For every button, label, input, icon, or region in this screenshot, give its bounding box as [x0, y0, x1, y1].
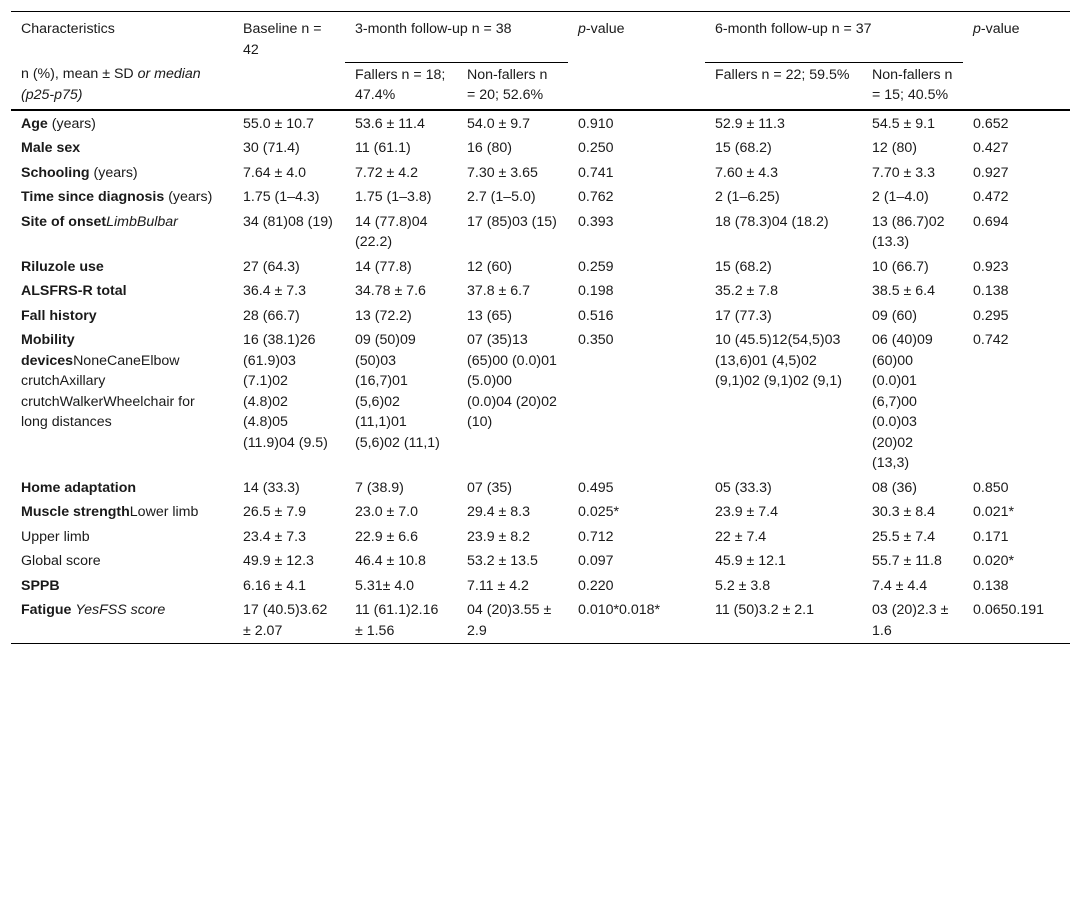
- header-row-1: [11, 12, 1070, 63]
- header-fallers-6: Fallers n = 22; 59.5%: [705, 62, 862, 110]
- cell-nonfallers-3: 23.9 ± 8.2: [467, 528, 531, 545]
- header-units-note: n (%), mean ± SD or median (p25-p75): [11, 62, 233, 110]
- cell-pvalue-6: 0.0650.191: [963, 598, 1070, 644]
- row-characteristic: [11, 476, 233, 501]
- cell-baseline: 16 (38.1)26 (61.9)03 (7.1)02 (4.8)02 (4.8)05 (11.9)04 (9.5): [243, 332, 328, 451]
- header-fallers-3: Fallers n = 18; 47.4%: [345, 62, 457, 110]
- cell-nonfallers-3: 54.0 ± 9.7: [467, 115, 531, 132]
- cell-fallers-3: 7.72 ± 4.2: [355, 164, 419, 181]
- cell-baseline: 23.4 ± 7.3: [243, 528, 307, 545]
- cell-fallers-3: 14 (77.8)04 (22.2): [355, 213, 428, 250]
- cell-nonfallers-3: 07 (35): [467, 479, 512, 496]
- cell-pvalue-3: 0.350: [578, 332, 614, 348]
- row-characteristic: [11, 500, 233, 525]
- header-pvalue-3: p-value: [568, 12, 705, 63]
- cell-fallers-3: 14 (77.8): [355, 258, 412, 275]
- cell-pvalue-6: 0.427: [973, 140, 1009, 156]
- header-followup-6: 6-month follow-up n = 37: [705, 12, 963, 63]
- cell-pvalue-6: 0.694: [973, 213, 1009, 230]
- table-body: [11, 110, 1070, 644]
- header-empty-p6: [963, 62, 1070, 110]
- cell-nonfallers-3: 2.7 (1–5.0): [467, 189, 536, 205]
- row-characteristic: [11, 525, 233, 550]
- table-row: [11, 279, 1070, 304]
- cell-pvalue-3: 0.220: [578, 577, 614, 594]
- row-characteristic-bold: Schooling: [21, 164, 90, 181]
- cell-fallers-6: 17 (77.3): [715, 307, 772, 324]
- cell-pvalue-6: 0.742: [973, 332, 1009, 348]
- row-characteristic-bold: Time since diagnosis: [21, 189, 165, 205]
- cell-nonfallers-3: 29.4 ± 8.3: [467, 504, 531, 520]
- row-characteristic-bold: SPPB: [21, 577, 60, 594]
- cell-fallers-6: 11 (50)3.2 ± 2.1: [705, 598, 862, 644]
- row-characteristic-text: NoneCaneElbow crutchAxillary crutchWalkerWheelchair for long distances: [21, 352, 195, 430]
- row-characteristic-bold: Site of onset: [21, 213, 107, 230]
- cell-baseline: 34 (81)08 (19): [243, 213, 333, 230]
- cell-fallers-3: 7 (38.9): [355, 479, 404, 496]
- header-pvalue-6: p-value: [963, 12, 1070, 63]
- cell-pvalue-3: 0.025*: [578, 504, 620, 520]
- characteristics-table: [11, 11, 1070, 644]
- cell-fallers-3: 11 (61.1): [355, 140, 411, 156]
- row-characteristic-bold: Home adaptation: [21, 479, 137, 496]
- header-row-2: [11, 62, 1070, 110]
- cell-baseline: 7.64 ± 4.0: [243, 164, 307, 181]
- header-nonfallers-6: Non-fallers n = 15; 40.5%: [862, 62, 963, 110]
- table-row: [11, 185, 1070, 210]
- table-row: [11, 110, 1070, 137]
- row-characteristic-italic: YesFSS score: [75, 602, 166, 618]
- cell-fallers-3: 53.6 ± 11.4: [355, 115, 425, 132]
- row-characteristic-bold: Male sex: [21, 140, 81, 156]
- cell-pvalue-3: 0.762: [578, 189, 614, 205]
- cell-pvalue-6: 0.020*: [973, 553, 1015, 569]
- cell-nonfallers-3: 04 (20)3.55 ± 2.9: [457, 598, 568, 644]
- row-characteristic: [11, 279, 233, 304]
- cell-fallers-3: 23.0 ± 7.0: [355, 504, 419, 520]
- cell-nonfallers-6: 30.3 ± 8.4: [872, 504, 936, 520]
- cell-fallers-6: 52.9 ± 11.3: [715, 115, 785, 132]
- cell-pvalue-3: 0.010*0.018*: [568, 598, 705, 644]
- cell-fallers-6: 22 ± 7.4: [715, 528, 767, 545]
- cell-nonfallers-3: 13 (65): [467, 307, 512, 324]
- cell-baseline: 30 (71.4): [243, 140, 300, 156]
- cell-fallers-6: 23.9 ± 7.4: [715, 504, 779, 520]
- cell-pvalue-6: 0.171: [973, 528, 1009, 545]
- cell-nonfallers-3: 7.30 ± 3.65: [467, 164, 538, 181]
- cell-baseline: 55.0 ± 10.7: [243, 115, 314, 132]
- cell-pvalue-3: 0.712: [578, 528, 614, 545]
- cell-pvalue-3: 0.910: [578, 115, 614, 132]
- cell-nonfallers-6: 2 (1–4.0): [872, 189, 929, 205]
- table-row: [11, 574, 1070, 599]
- cell-pvalue-3: 0.259: [578, 258, 614, 275]
- cell-nonfallers-6: 08 (36): [872, 479, 917, 496]
- cell-pvalue-6: 0.923: [973, 258, 1009, 275]
- cell-baseline: 1.75 (1–4.3): [243, 189, 320, 205]
- cell-fallers-6: 15 (68.2): [715, 140, 772, 156]
- table-row: [11, 304, 1070, 329]
- cell-nonfallers-6: 13 (86.7)02 (13.3): [872, 213, 945, 250]
- cell-nonfallers-6: 7.4 ± 4.4: [872, 577, 928, 594]
- cell-nonfallers-3: 37.8 ± 6.7: [467, 283, 531, 299]
- row-characteristic-bold: Age: [21, 115, 48, 132]
- cell-pvalue-6: 0.138: [973, 577, 1009, 594]
- cell-fallers-6: 7.60 ± 4.3: [715, 164, 779, 181]
- cell-fallers-6: 10 (45.5)12(54,5)03 (13,6)01 (4,5)02 (9,1)02 (9,1)02 (9,1): [715, 332, 842, 389]
- row-characteristic-text: Global score: [21, 553, 101, 569]
- table-row: [11, 525, 1070, 550]
- row-characteristic-bold: Mobility devices: [21, 332, 75, 369]
- header-characteristics: Characteristics: [11, 12, 233, 63]
- row-characteristic: [11, 328, 233, 476]
- cell-nonfallers-6: 54.5 ± 9.1: [872, 115, 936, 132]
- cell-nonfallers-6: 06 (40)09 (60)00 (0.0)01 (6,7)00 (0.0)03 (20)02 (13,3): [872, 332, 933, 471]
- cell-nonfallers-6: 38.5 ± 6.4: [872, 283, 936, 299]
- table-row: [11, 255, 1070, 280]
- cell-fallers-3: 22.9 ± 6.6: [355, 528, 419, 545]
- header-empty-p3: [568, 62, 705, 110]
- characteristics-table-container: [11, 11, 1070, 644]
- cell-pvalue-3: 0.393: [578, 213, 614, 230]
- cell-pvalue-6: 0.021*: [973, 504, 1015, 520]
- row-characteristic-bold: ALSFRS-R total: [21, 283, 127, 299]
- cell-nonfallers-6: 09 (60): [872, 307, 917, 324]
- row-characteristic-bold: Riluzole use: [21, 258, 104, 275]
- cell-fallers-3: 46.4 ± 10.8: [355, 553, 426, 569]
- cell-baseline: 27 (64.3): [243, 258, 300, 275]
- row-characteristic-bold: Fall history: [21, 307, 97, 324]
- table-row: [11, 210, 1070, 255]
- row-characteristic-bold: Muscle strength: [21, 504, 130, 520]
- cell-fallers-3: 5.31± 4.0: [355, 577, 415, 594]
- row-characteristic-text: Upper limb: [21, 528, 90, 545]
- cell-pvalue-6: 0.138: [973, 283, 1009, 299]
- cell-pvalue-6: 0.472: [973, 189, 1009, 205]
- cell-nonfallers-6: 25.5 ± 7.4: [872, 528, 936, 545]
- cell-pvalue-6: 0.295: [973, 307, 1009, 324]
- table-header: [11, 12, 1070, 110]
- cell-baseline: 49.9 ± 12.3: [243, 553, 314, 569]
- cell-nonfallers-6: 10 (66.7): [872, 258, 929, 275]
- row-characteristic: [11, 185, 233, 210]
- row-characteristic: [11, 304, 233, 329]
- cell-nonfallers-3: 12 (60): [467, 258, 512, 275]
- cell-nonfallers-6: 12 (80): [872, 140, 917, 156]
- cell-fallers-3: 34.78 ± 7.6: [355, 283, 426, 299]
- row-characteristic-text: (years): [47, 115, 96, 132]
- row-characteristic: [11, 549, 233, 574]
- cell-pvalue-3: 0.198: [578, 283, 614, 299]
- row-characteristic: [11, 255, 233, 280]
- table-row: [11, 161, 1070, 186]
- row-characteristic-bold: Fatigue: [21, 602, 72, 618]
- cell-nonfallers-3: 53.2 ± 13.5: [467, 553, 538, 569]
- header-nonfallers-3: Non-fallers n = 20; 52.6%: [457, 62, 568, 110]
- cell-pvalue-6: 0.652: [973, 115, 1009, 132]
- row-characteristic-italic: LimbBulbar: [106, 213, 178, 230]
- header-followup-3: 3-month follow-up n = 38: [345, 12, 568, 63]
- cell-pvalue-3: 0.250: [578, 140, 614, 156]
- cell-fallers-6: 45.9 ± 12.1: [715, 553, 786, 569]
- table-row: [11, 598, 1070, 644]
- table-row: [11, 136, 1070, 161]
- cell-nonfallers-6: 7.70 ± 3.3: [872, 164, 936, 181]
- cell-pvalue-6: 0.850: [973, 479, 1009, 496]
- table-row: [11, 328, 1070, 476]
- cell-pvalue-6: 0.927: [973, 164, 1009, 181]
- cell-pvalue-3: 0.741: [578, 164, 614, 181]
- row-characteristic: [11, 161, 233, 186]
- cell-nonfallers-6: 55.7 ± 11.8: [872, 553, 942, 569]
- cell-baseline: 26.5 ± 7.9: [243, 504, 307, 520]
- cell-nonfallers-3: 07 (35)13 (65)00 (0.0)01 (5.0)00 (0.0)04 (20)02 (10): [467, 332, 557, 430]
- cell-fallers-6: 5.2 ± 3.8: [715, 577, 771, 594]
- row-characteristic-text: (years): [164, 189, 213, 205]
- row-characteristic: [11, 136, 233, 161]
- cell-nonfallers-3: 7.11 ± 4.2: [467, 577, 529, 594]
- row-characteristic-text: Lower limb: [129, 504, 199, 520]
- cell-fallers-3: 09 (50)09 (50)03 (16,7)01 (5,6)02 (11,1)01 (5,6)02 (11,1): [355, 332, 440, 451]
- cell-nonfallers-3: 17 (85)03 (15): [467, 213, 557, 230]
- header-empty-baseline: [233, 62, 345, 110]
- cell-pvalue-3: 0.516: [578, 307, 614, 324]
- row-characteristic: [11, 598, 233, 644]
- cell-baseline: 14 (33.3): [243, 479, 300, 496]
- cell-baseline: 36.4 ± 7.3: [243, 283, 307, 299]
- cell-fallers-6: 35.2 ± 7.8: [715, 283, 779, 299]
- row-characteristic: [11, 110, 233, 137]
- cell-fallers-6: 18 (78.3)04 (18.2): [715, 213, 829, 230]
- cell-baseline: 6.16 ± 4.1: [243, 577, 307, 594]
- cell-baseline: 28 (66.7): [243, 307, 300, 324]
- cell-fallers-6: 05 (33.3): [715, 479, 772, 496]
- cell-fallers-3: 11 (61.1)2.16 ± 1.56: [345, 598, 457, 644]
- cell-nonfallers-3: 16 (80): [467, 140, 512, 156]
- row-characteristic: [11, 574, 233, 599]
- table-row: [11, 476, 1070, 501]
- table-row: [11, 500, 1070, 525]
- cell-pvalue-3: 0.097: [578, 553, 614, 569]
- table-row: [11, 549, 1070, 574]
- cell-fallers-3: 13 (72.2): [355, 307, 412, 324]
- header-baseline: Baseline n = 42: [233, 12, 345, 63]
- cell-baseline: 17 (40.5)3.62 ± 2.07: [233, 598, 345, 644]
- row-characteristic-text: (years): [89, 164, 138, 181]
- row-characteristic: [11, 210, 233, 255]
- cell-pvalue-3: 0.495: [578, 479, 614, 496]
- cell-fallers-3: 1.75 (1–3.8): [355, 189, 432, 205]
- cell-fallers-6: 2 (1–6.25): [715, 189, 780, 205]
- cell-nonfallers-6: 03 (20)2.3 ± 1.6: [862, 598, 963, 644]
- cell-fallers-6: 15 (68.2): [715, 258, 772, 275]
